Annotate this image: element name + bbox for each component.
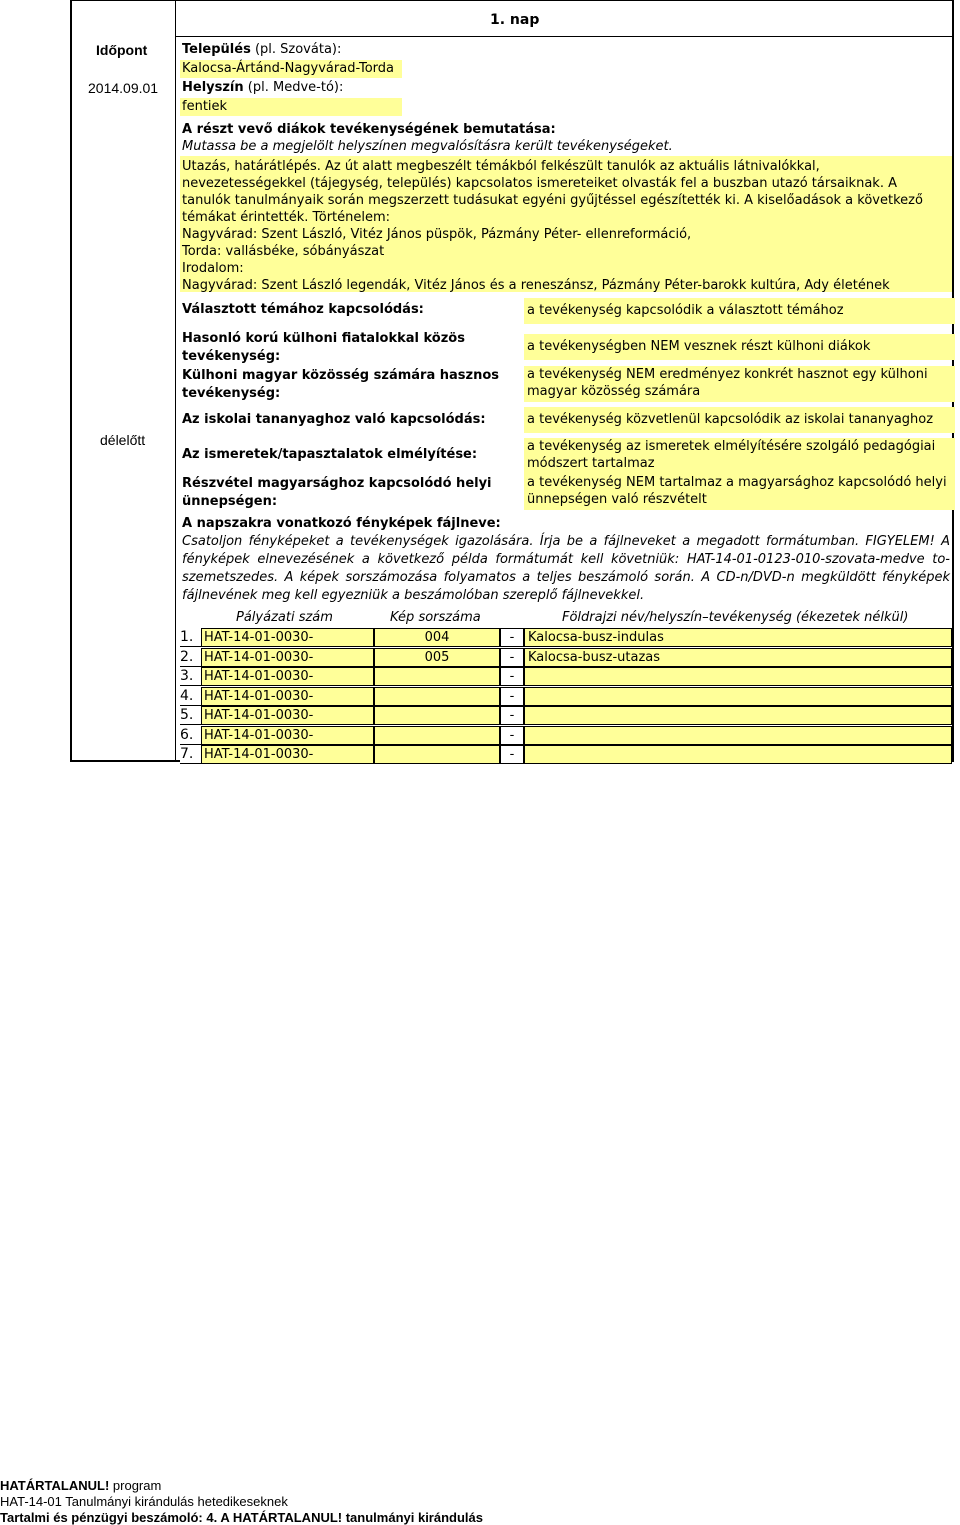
photo-row-number: 4. [180, 687, 201, 706]
settlement-label: Település (pl. Szováta): [182, 42, 342, 57]
photo-row-sep: - [500, 648, 524, 667]
photo-row-number: 6. [180, 726, 201, 745]
criteria-value-curriculum[interactable]: a tevékenység közvetlenül kapcsolódik az iskolai tananyaghoz [524, 407, 955, 433]
activities-line: Torda: vallásbéke, sóbányászat [182, 244, 385, 259]
photo-row-sep: - [500, 745, 524, 764]
photo-row-number: 3. [180, 667, 201, 686]
photo-row-desc[interactable] [524, 687, 952, 706]
criteria-label-ceremony: Részvétel magyarsághoz kapcsolódó helyi ünnepségen: [182, 476, 492, 509]
photo-row-desc[interactable] [524, 667, 952, 686]
footer-line3: Tartalmi és pénzügyi beszámoló: 4. A HATÁRTALANUL! tanulmányi kirándulás [0, 1510, 483, 1525]
criteria-value-ceremony[interactable]: a tevékenység NEM tartalmaz a magyarsághoz kapcsolódó helyi ünnepségen való részvételt [524, 474, 955, 510]
venue-value[interactable]: fentiek [180, 98, 402, 116]
photo-row-num[interactable] [374, 687, 500, 706]
photo-row-number: 2. [180, 648, 201, 667]
photo-row-sep: - [500, 706, 524, 725]
criteria-value-theme[interactable]: a tevékenység kapcsolódik a választott témához [524, 298, 955, 324]
activities-line: nevezetességekkel (tájegység, település) kapcsolatos ismereteiket olvasták fel a buszban utazó társaiknak. A [182, 176, 897, 191]
activities-line: Irodalom: [182, 261, 244, 276]
photo-row-desc[interactable] [524, 726, 952, 745]
photo-row-num[interactable] [374, 726, 500, 745]
venue-label: Helyszín (pl. Medve-tó): [182, 80, 344, 95]
photo-row-desc[interactable] [524, 745, 952, 764]
activities-line: tanulók tanulmányaik során megszerzett tudásukat egyéni gyűjtéssel egészítették ki. A kiselőadások a következő [182, 193, 923, 208]
photo-row-code: HAT-14-01-0030- [201, 667, 374, 686]
photo-row-sep: - [500, 726, 524, 745]
photo-row-code: HAT-14-01-0030- [201, 628, 374, 647]
activities-text[interactable] [180, 156, 952, 292]
criteria-label-curriculum: Az iskolai tananyaghoz való kapcsolódás: [182, 412, 486, 427]
photo-row-sep: - [500, 667, 524, 686]
col-header-num: Kép sorszáma [390, 610, 481, 625]
photo-row-desc[interactable]: Kalocsa-busz-indulas [524, 628, 952, 647]
photo-row-sep: - [500, 687, 524, 706]
activities-instruction: Mutassa be a megjelölt helyszínen megvalósításra került tevékenységeket. [182, 139, 673, 154]
photo-row-number: 7. [180, 745, 201, 764]
activities-line: Utazás, határátlépés. Az út alatt megbeszélt témákból felkészült tanulók az aktuális látnivalókkal, [182, 159, 820, 174]
day-title: 1. nap [490, 12, 540, 28]
activities-line: Nagyvárad: Szent László legendák, Vitéz János és a reneszánsz, Pázmány Péter-barokk kultúra, Ady életének [182, 278, 890, 292]
col-header-desc: Földrajzi név/helyszín–tevékenység (ékezetek nélkül) [562, 610, 909, 625]
criteria-value-deepening[interactable]: a tevékenység az ismeretek elmélyítésére szolgáló pedagógiai módszert tartalmaz [524, 438, 955, 474]
photos-heading: A napszakra vonatkozó fényképek fájlneve: [182, 516, 501, 531]
photo-row-desc[interactable] [524, 706, 952, 725]
criteria-label-joint: Hasonló korú külhoni fiatalokkal közös tevékenység: [182, 331, 465, 364]
photos-instruction: Csatoljon fényképeket a tevékenységek igazolására. Írja be a fájlneveket a megadott formátumban. FIGYELEM! A fényképek elnevezésének a következő példa formátumát kell követniük: HAT-14-01-0123-010-szovata-medve to-szemetszedes. A képek sorszámozása folyamatos a teljes beszámoló során. A CD-n/DVD-n megküldött fényképek fájlnevének meg kell egyezniük a beszámolóban szereplő fájlnevekkel. [182, 534, 950, 603]
photo-row-num[interactable]: 004 [374, 628, 500, 647]
time-label: Időpont [96, 42, 148, 58]
photo-row-code: HAT-14-01-0030- [201, 706, 374, 725]
activities-line: Nagyvárad: Szent László, Vitéz János püspök, Pázmány Péter- ellenreformáció, [182, 227, 692, 242]
header-divider [176, 36, 954, 37]
photo-row-num[interactable] [374, 745, 500, 764]
photo-row-num[interactable] [374, 667, 500, 686]
photo-row-num[interactable]: 005 [374, 648, 500, 667]
date-value: 2014.09.01 [88, 80, 159, 96]
activities-heading: A részt vevő diákok tevékenységének bemutatása: [182, 122, 556, 137]
photo-row-num[interactable] [374, 706, 500, 725]
settlement-value[interactable]: Kalocsa-Ártánd-Nagyvárad-Torda [180, 60, 402, 78]
criteria-value-community[interactable]: a tevékenység NEM eredményez konkrét hasznot egy külhoni magyar közösség számára [524, 366, 955, 402]
photo-row-sep: - [500, 628, 524, 647]
col-header-code: Pályázati szám [236, 610, 333, 625]
photo-row-code: HAT-14-01-0030- [201, 726, 374, 745]
left-column [70, 0, 176, 762]
photo-row-code: HAT-14-01-0030- [201, 648, 374, 667]
criteria-value-joint[interactable]: a tevékenységben NEM vesznek részt külhoni diákok [524, 334, 955, 360]
photo-row-code: HAT-14-01-0030- [201, 745, 374, 764]
activities-line: témákat érintették. Történelem: [182, 210, 391, 225]
photo-row-code: HAT-14-01-0030- [201, 687, 374, 706]
period-label: délelőtt [100, 432, 146, 448]
footer-line2: HAT-14-01 Tanulmányi kirándulás hetedikeseknek [0, 1494, 288, 1509]
criteria-label-theme: Választott témához kapcsolódás: [182, 302, 424, 317]
photo-row-desc[interactable]: Kalocsa-busz-utazas [524, 648, 952, 667]
criteria-label-deepening: Az ismeretek/tapasztalatok elmélyítése: [182, 447, 478, 462]
photo-row-number: 1. [180, 628, 201, 647]
photo-row-number: 5. [180, 706, 201, 725]
footer-line1: HATÁRTALANUL! program [0, 1478, 162, 1493]
criteria-label-community: Külhoni magyar közösség számára hasznos tevékenység: [182, 368, 499, 401]
